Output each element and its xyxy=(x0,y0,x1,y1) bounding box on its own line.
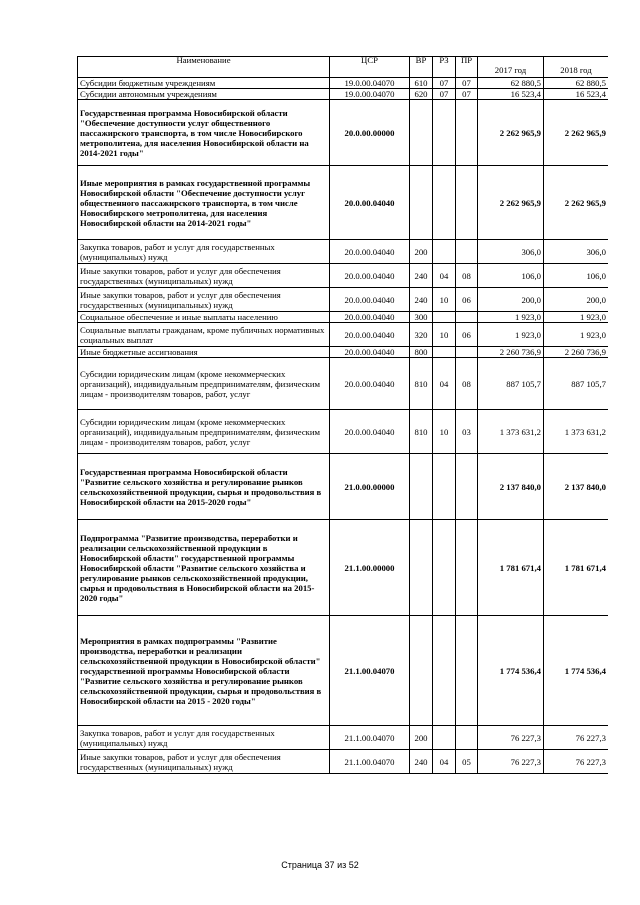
cell-csr: 19.0.00.04070 xyxy=(330,89,410,100)
cell-2018: 16 523,4 xyxy=(544,89,609,100)
cell-2017: 2 262 965,9 xyxy=(478,100,544,166)
cell-2018: 2 137 840,0 xyxy=(544,454,609,520)
cell-name: Субсидии бюджетным учреждениям xyxy=(78,78,330,89)
cell-rz xyxy=(433,520,456,616)
cell-rz xyxy=(433,454,456,520)
cell-rz: 10 xyxy=(433,288,456,312)
cell-csr: 20.0.00.04040 xyxy=(330,410,410,454)
cell-pr xyxy=(456,454,478,520)
table-header-row xyxy=(78,57,609,78)
cell-2017: 1 781 671,4 xyxy=(478,520,544,616)
cell-name: Субсидии юридическим лицам (кроме некоммерческих организаций), индивидуальным предпринимателям, физическим лицам - производителям товаров, работ, услуг xyxy=(78,358,330,410)
cell-csr: 20.0.00.04040 xyxy=(330,166,410,240)
table-row xyxy=(78,520,609,616)
cell-pr xyxy=(456,166,478,240)
cell-pr xyxy=(456,100,478,166)
header-rz: РЗ xyxy=(433,57,456,78)
cell-name: Субсидии юридическим лицам (кроме некоммерческих организаций), индивидуальным предпринимателям, физическим лицам - производителям товаров, работ, услуг xyxy=(78,410,330,454)
cell-2018: 1 923,0 xyxy=(544,323,609,347)
header-name: Наименование xyxy=(78,57,330,78)
cell-csr: 20.0.00.04040 xyxy=(330,312,410,323)
cell-2017: 887 105,7 xyxy=(478,358,544,410)
cell-name: Государственная программа Новосибирской области "Обеспечение доступности услуг общественного пассажирского транспорта, в том числе Новосибирского метрополитена, для населения Новосибирской области на 2014-2021 годы" xyxy=(78,100,330,166)
cell-rz xyxy=(433,240,456,264)
cell-vr xyxy=(410,520,433,616)
table-row xyxy=(78,288,609,312)
cell-2017: 1 923,0 xyxy=(478,323,544,347)
table-row xyxy=(78,750,609,774)
cell-2017: 2 137 840,0 xyxy=(478,454,544,520)
cell-rz xyxy=(433,166,456,240)
page-number: Страница 37 из 52 xyxy=(281,860,359,870)
cell-rz xyxy=(433,726,456,750)
cell-vr: 240 xyxy=(410,288,433,312)
cell-rz xyxy=(433,616,456,726)
cell-csr: 20.0.00.04040 xyxy=(330,240,410,264)
cell-name: Иные закупки товаров, работ и услуг для обеспечения государственных (муниципальных) нужд xyxy=(78,288,330,312)
cell-pr: 03 xyxy=(456,410,478,454)
table-row xyxy=(78,100,609,166)
cell-rz: 04 xyxy=(433,264,456,288)
cell-vr: 240 xyxy=(410,264,433,288)
table-row xyxy=(78,323,609,347)
cell-2017: 306,0 xyxy=(478,240,544,264)
cell-name: Мероприятия в рамках подпрограммы "Развитие производства, переработки и реализации сельскохозяйственной продукции в Новосибирской области" государственной программы Новосибирской области "Развитие сельского хозяйства и регулирование рынков сельскохозяйственной продукции, сырья и продовольствия в Новосибирской области на 2015 - 2020 годы" xyxy=(78,616,330,726)
cell-rz: 07 xyxy=(433,78,456,89)
cell-pr: 08 xyxy=(456,358,478,410)
cell-2017: 2 262 965,9 xyxy=(478,166,544,240)
cell-2018: 76 227,3 xyxy=(544,750,609,774)
cell-2017: 1 923,0 xyxy=(478,312,544,323)
cell-rz xyxy=(433,312,456,323)
cell-pr: 06 xyxy=(456,323,478,347)
cell-2017: 1 373 631,2 xyxy=(478,410,544,454)
cell-pr xyxy=(456,312,478,323)
cell-2018: 200,0 xyxy=(544,288,609,312)
cell-rz: 04 xyxy=(433,750,456,774)
cell-2018: 1 781 671,4 xyxy=(544,520,609,616)
cell-vr: 810 xyxy=(410,358,433,410)
cell-vr xyxy=(410,454,433,520)
cell-pr xyxy=(456,616,478,726)
table-row xyxy=(78,454,609,520)
cell-name: Социальные выплаты гражданам, кроме публичных нормативных социальных выплат xyxy=(78,323,330,347)
cell-pr xyxy=(456,240,478,264)
cell-pr: 07 xyxy=(456,78,478,89)
table-row xyxy=(78,616,609,726)
cell-rz xyxy=(433,100,456,166)
cell-csr: 21.1.00.04070 xyxy=(330,750,410,774)
cell-2017: 76 227,3 xyxy=(478,726,544,750)
cell-2017: 76 227,3 xyxy=(478,750,544,774)
cell-name: Иные мероприятия в рамках государственной программы Новосибирской области "Обеспечение доступности услуг общественного пассажирского транспорта, в том числе Новосибирского метрополитена, для населения Новосибирской области на 2014-2021 годы" xyxy=(78,166,330,240)
cell-pr: 06 xyxy=(456,288,478,312)
table-row xyxy=(78,358,609,410)
cell-2018: 106,0 xyxy=(544,264,609,288)
table-row xyxy=(78,240,609,264)
cell-rz: 10 xyxy=(433,410,456,454)
cell-pr xyxy=(456,726,478,750)
cell-csr: 19.0.00.04070 xyxy=(330,78,410,89)
cell-vr xyxy=(410,616,433,726)
cell-2018: 1 923,0 xyxy=(544,312,609,323)
budget-table-page xyxy=(77,56,608,821)
table-row xyxy=(78,347,609,358)
cell-vr: 810 xyxy=(410,410,433,454)
header-year-2017: 2017 год xyxy=(478,57,544,78)
cell-rz: 10 xyxy=(433,323,456,347)
cell-csr: 20.0.00.04040 xyxy=(330,288,410,312)
cell-rz: 04 xyxy=(433,358,456,410)
budget-table xyxy=(77,56,608,774)
cell-2018: 2 262 965,9 xyxy=(544,100,609,166)
cell-2017: 16 523,4 xyxy=(478,89,544,100)
table-row xyxy=(78,312,609,323)
cell-2018: 2 260 736,9 xyxy=(544,347,609,358)
cell-name: Иные закупки товаров, работ и услуг для обеспечения государственных (муниципальных) нужд xyxy=(78,264,330,288)
cell-pr xyxy=(456,347,478,358)
cell-csr: 21.1.00.04070 xyxy=(330,726,410,750)
cell-vr xyxy=(410,166,433,240)
cell-pr xyxy=(456,520,478,616)
cell-csr: 20.0.00.00000 xyxy=(330,100,410,166)
cell-csr: 20.0.00.04040 xyxy=(330,347,410,358)
cell-2017: 1 774 536,4 xyxy=(478,616,544,726)
cell-2017: 2 260 736,9 xyxy=(478,347,544,358)
cell-2018: 2 262 965,9 xyxy=(544,166,609,240)
cell-2018: 1 373 631,2 xyxy=(544,410,609,454)
cell-vr: 610 xyxy=(410,78,433,89)
cell-csr: 21.1.00.04070 xyxy=(330,616,410,726)
cell-name: Государственная программа Новосибирской области "Развитие сельского хозяйства и регулирование рынков сельскохозяйственной продукции, сырья и продовольствия в Новосибирской области на 2015-2020 годы" xyxy=(78,454,330,520)
cell-csr: 21.0.00.00000 xyxy=(330,454,410,520)
cell-vr: 200 xyxy=(410,240,433,264)
cell-2018: 887 105,7 xyxy=(544,358,609,410)
table-row xyxy=(78,264,609,288)
cell-csr: 20.0.00.04040 xyxy=(330,323,410,347)
cell-pr: 07 xyxy=(456,89,478,100)
cell-2017: 62 880,5 xyxy=(478,78,544,89)
cell-2017: 200,0 xyxy=(478,288,544,312)
cell-name: Иные закупки товаров, работ и услуг для обеспечения государственных (муниципальных) нужд xyxy=(78,750,330,774)
cell-vr: 300 xyxy=(410,312,433,323)
table-row xyxy=(78,410,609,454)
cell-csr: 20.0.00.04040 xyxy=(330,264,410,288)
cell-vr xyxy=(410,100,433,166)
table-row xyxy=(78,78,609,89)
cell-pr: 08 xyxy=(456,264,478,288)
cell-2018: 76 227,3 xyxy=(544,726,609,750)
cell-name: Субсидии автономным учреждениям xyxy=(78,89,330,100)
table-row xyxy=(78,726,609,750)
header-csr: ЦСР xyxy=(330,57,410,78)
cell-vr: 800 xyxy=(410,347,433,358)
cell-2018: 306,0 xyxy=(544,240,609,264)
cell-name: Закупка товаров, работ и услуг для государственных (муниципальных) нужд xyxy=(78,240,330,264)
header-vr: ВР xyxy=(410,57,433,78)
cell-csr: 21.1.00.00000 xyxy=(330,520,410,616)
cell-csr: 20.0.00.04040 xyxy=(330,358,410,410)
header-pr: ПР xyxy=(456,57,478,78)
cell-name: Социальное обеспечение и иные выплаты населению xyxy=(78,312,330,323)
cell-rz xyxy=(433,347,456,358)
cell-2017: 106,0 xyxy=(478,264,544,288)
cell-rz: 07 xyxy=(433,89,456,100)
cell-vr: 320 xyxy=(410,323,433,347)
cell-2018: 62 880,5 xyxy=(544,78,609,89)
cell-name: Иные бюджетные ассигнования xyxy=(78,347,330,358)
cell-pr: 05 xyxy=(456,750,478,774)
table-row xyxy=(78,89,609,100)
header-year-2018: 2018 год xyxy=(544,57,609,78)
table-row xyxy=(78,166,609,240)
cell-vr: 240 xyxy=(410,750,433,774)
cell-name: Подпрограмма "Развитие производства, переработки и реализации сельскохозяйственной продукции в Новосибирской области" государственной программы Новосибирской области "Развитие сельского хозяйства и регулирование рынков сельскохозяйственной продукции, сырья и продовольствия в Новосибирской области на 2015-2020 годы" xyxy=(78,520,330,616)
cell-name: Закупка товаров, работ и услуг для государственных (муниципальных) нужд xyxy=(78,726,330,750)
cell-vr: 620 xyxy=(410,89,433,100)
cell-2018: 1 774 536,4 xyxy=(544,616,609,726)
cell-vr: 200 xyxy=(410,726,433,750)
